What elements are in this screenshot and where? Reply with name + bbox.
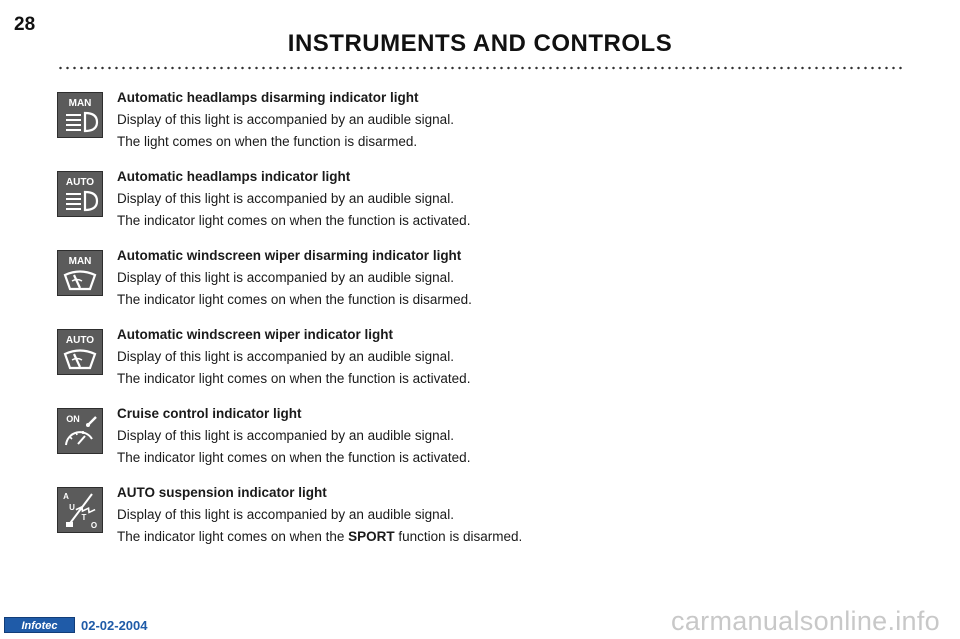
headlamp-man-icon [57, 92, 103, 138]
entry-wiper-disarming [57, 249, 757, 319]
entry-line-text: function is disarmed. [394, 529, 523, 544]
entry-line: Display of this light is accompanied by an audible signal. [117, 507, 454, 522]
entry-line-text: The indicator light comes on when the [117, 529, 349, 544]
entry-line: Display of this light is accompanied by an audible signal. [117, 270, 454, 285]
svg-text:T: T [81, 513, 87, 522]
entry-line: The indicator light comes on when the function is activated. [117, 450, 471, 465]
headlamp-auto-icon [57, 171, 103, 217]
entry-line: Display of this light is accompanied by an audible signal. [117, 428, 454, 443]
entry-line: Display of this light is accompanied by an audible signal. [117, 349, 454, 364]
entry-line: Display of this light is accompanied by an audible signal. [117, 191, 454, 206]
page-title: INSTRUMENTS AND CONTROLS [287, 30, 673, 57]
cruise-control-icon [57, 408, 103, 454]
entry-title: AUTO suspension indicator light [117, 485, 327, 500]
suspension-auto-icon [57, 487, 103, 533]
entry-title: Cruise control indicator light [117, 406, 302, 421]
dotted-divider [57, 66, 905, 70]
entry-line: The indicator light comes on when the function is disarmed. [117, 292, 472, 307]
sport-emphasis: SPORT [348, 529, 395, 544]
svg-text:A: A [63, 492, 69, 501]
entry-auto-suspension [57, 486, 757, 556]
svg-text:O: O [90, 521, 98, 530]
watermark: carmanualsonline.info [671, 606, 940, 636]
entry-title: Automatic headlamps indicator light [117, 169, 351, 184]
entry-line: Display of this light is accompanied by an audible signal. [117, 112, 454, 127]
entry-wiper-auto [57, 328, 757, 398]
entry-title: Automatic windscreen wiper disarming indicator light [117, 248, 462, 263]
wiper-auto-icon [57, 329, 103, 375]
entry-headlamps-disarming [57, 91, 757, 161]
entry-line: The indicator light comes on when the function is activated. [117, 213, 471, 228]
page-number: 28 [14, 14, 36, 35]
icon-label: AUTO [65, 335, 95, 346]
infotec-logo: Infotec [4, 617, 75, 633]
icon-label: ON [66, 414, 80, 424]
wiper-man-icon [57, 250, 103, 296]
entry-cruise-control [57, 407, 757, 477]
icon-label: AUTO [65, 177, 95, 188]
icon-label: MAN [68, 98, 92, 109]
footer-date: 02-02-2004 [81, 618, 148, 633]
icon-label: MAN [68, 256, 92, 267]
entry-line [117, 530, 522, 552]
entry-headlamps-auto [57, 170, 757, 240]
svg-text:U: U [69, 503, 75, 512]
entry-line: The light comes on when the function is disarmed. [117, 134, 418, 149]
entry-line: The indicator light comes on when the function is activated. [117, 371, 471, 386]
entry-title: Automatic windscreen wiper indicator light [117, 327, 394, 342]
entry-title: Automatic headlamps disarming indicator light [117, 90, 419, 105]
